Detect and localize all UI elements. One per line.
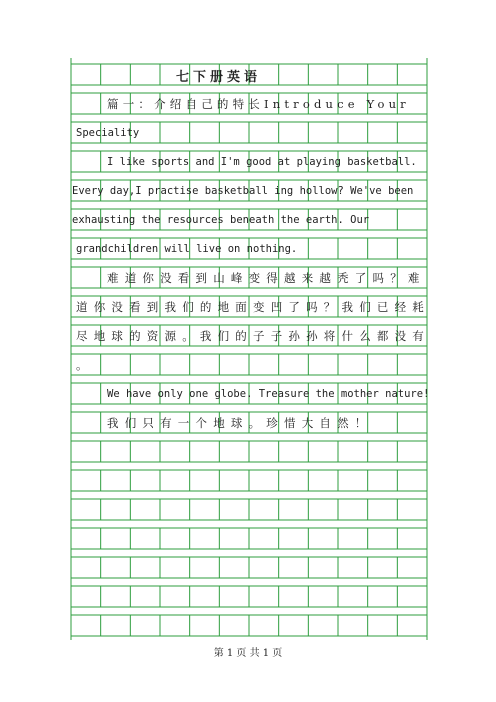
chinese-paragraph-line-1: 难道你没看到山峰变得越来越秃了吗？难 xyxy=(107,271,426,285)
chinese-paragraph-line-3: 尽地球的资源。我们的子子孙孙将什么都没有 xyxy=(76,329,430,343)
chinese-paragraph-line-4: 。 xyxy=(76,358,94,372)
page-footer: 第 1 页 共 1 页 xyxy=(213,648,283,659)
english-closing-line: We have only one globe. Treasure the mother nature! xyxy=(107,388,430,400)
english-paragraph-line-4: grandchildren will live on nothing. xyxy=(76,243,298,255)
page-title: 七下册英语 xyxy=(176,69,262,85)
english-paragraph-line-3: exhausting the resources beneath the earth. Our xyxy=(72,214,370,226)
chinese-paragraph-line-2: 道你没看到我们的地面变凹了吗？我们已经耗 xyxy=(76,300,430,314)
essay-heading-line-1: 篇一：介绍自己的特长Introduce Your xyxy=(107,97,410,111)
essay-heading-line-2: Speciality xyxy=(76,127,140,139)
english-paragraph-line-2: Every day,I practise basketball ing hollow? We've been xyxy=(72,185,414,197)
chinese-closing-line: 我们只有一个地球。珍惜大自然！ xyxy=(107,416,373,430)
english-paragraph-line-1: I like sports and I'm good at playing basketball. xyxy=(107,156,417,168)
